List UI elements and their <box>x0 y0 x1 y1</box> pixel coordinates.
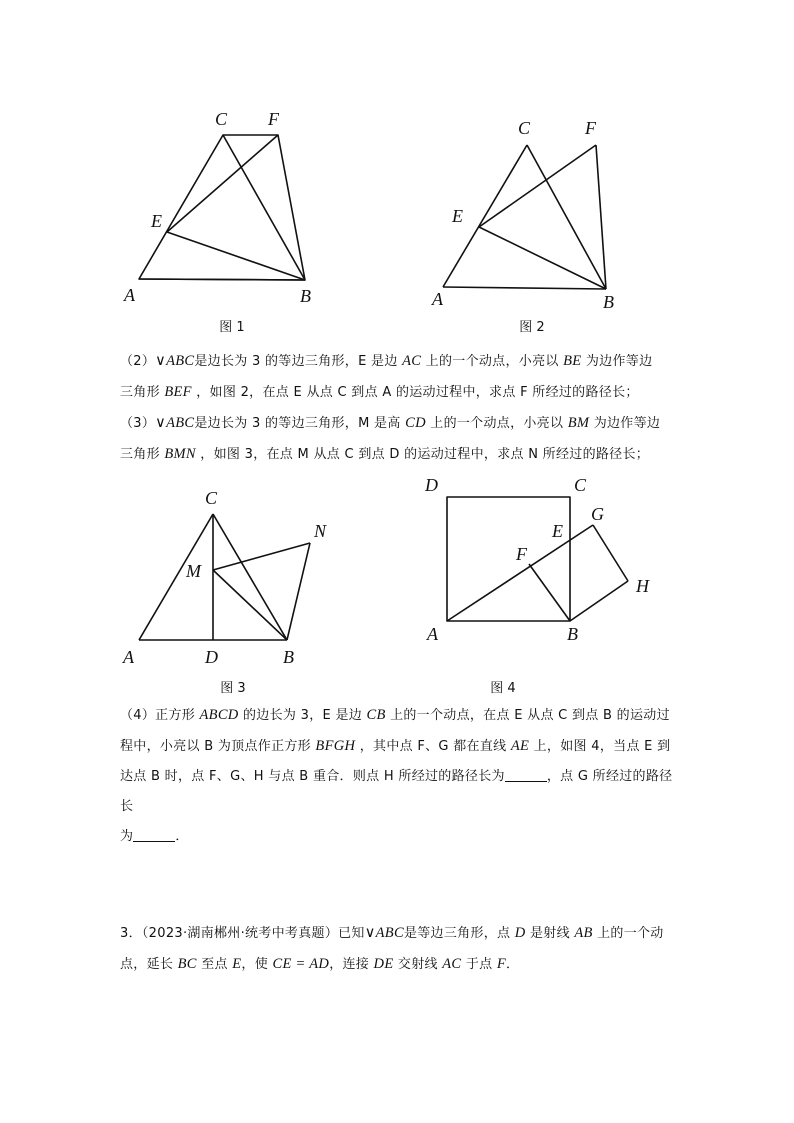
question-3-t4: 上的一个动 <box>592 926 664 941</box>
label-a: A <box>124 285 135 305</box>
label-b: B <box>283 647 294 667</box>
part-4-bfgh: BFGH <box>315 738 356 754</box>
question-3-de: DE <box>373 956 394 972</box>
square-abcd <box>447 497 570 621</box>
part-2-t5: ，如图 2，在点 E 从点 C 到点 A 的运动过程中，求点 F 所经过的路径长； <box>191 385 639 400</box>
part-3-bmn: BMN <box>164 446 196 462</box>
part-3-bm: BM <box>567 415 590 431</box>
question-3-t10: 于点 <box>461 957 497 972</box>
part-4-t1: 正方形 <box>155 708 200 723</box>
part-3-t1: 是边长为 3 的等边三角形，M 是高 <box>194 416 406 431</box>
label-c: C <box>215 109 228 129</box>
figure-3-caption: 图 3 <box>220 681 246 696</box>
label-d: D <box>425 475 438 495</box>
part-3-t2: 上的一个动点，小亮以 <box>425 416 568 431</box>
part-2-t1: 是边长为 3 的等边三角形，E 是边 <box>194 354 403 369</box>
segment-gh <box>593 525 628 581</box>
part-4-num: （4） <box>120 708 156 723</box>
label-n: N <box>314 521 327 541</box>
part-4-cb: CB <box>366 707 386 723</box>
part-4-t3: 上的一个动点，在点 E 从点 C 到点 B 的运动过 <box>385 708 670 723</box>
part-4-t8: ，点 G 所经过的路径长 <box>120 769 673 814</box>
label-f: F <box>585 118 596 138</box>
part-2-t2: 上的一个动点，小亮以 <box>421 354 564 369</box>
label-b: B <box>567 624 578 644</box>
label-c: C <box>574 475 587 495</box>
label-e: E <box>452 206 463 226</box>
question-3-t11: ． <box>506 957 520 972</box>
question-3-t5: 点，延长 <box>120 957 178 972</box>
label-c: C <box>205 488 218 508</box>
question-3-t6: 至点 <box>196 957 233 972</box>
part-2-triangle: ∨ABC <box>155 353 195 369</box>
question-3-ac: AC <box>442 956 462 972</box>
question-3-t1: 已知 <box>338 926 365 941</box>
label-d: D <box>205 647 218 667</box>
label-h: H <box>636 576 649 596</box>
question-3-number: 3． <box>120 926 142 941</box>
line-ae <box>447 525 593 621</box>
part-2-t4: 三角形 <box>120 385 165 400</box>
label-e: E <box>151 211 162 231</box>
part-4-t7: 达点 B 时，点 F、G、H 与点 B 重合．则点 H 所经过的路径长为 <box>120 769 505 784</box>
label-f: F <box>268 109 279 129</box>
label-e: E <box>552 521 563 541</box>
label-m: M <box>186 561 201 581</box>
part-2-num: （2） <box>120 354 156 369</box>
part-4-abcd: ABCD <box>199 707 239 723</box>
label-c: C <box>518 118 531 138</box>
part-4-t5: ，其中点 F、G 都在直线 <box>355 739 511 754</box>
segment-hb <box>570 581 628 621</box>
question-3-t7: ，使 <box>241 957 273 972</box>
question-3-triangle: ∨ABC <box>364 925 404 941</box>
part-3-t4: 三角形 <box>120 447 165 462</box>
part-3-cd: CD <box>405 415 426 431</box>
part-3-t5: ，如图 3，在点 M 从点 C 到点 D 的运动过程中，求点 N 所经过的路径长； <box>195 447 650 462</box>
part-2-t3: 为边作等边 <box>581 354 653 369</box>
part-2-be: BE <box>563 353 582 369</box>
figure-4-caption: 图 4 <box>490 681 516 696</box>
label-f: F <box>516 544 527 564</box>
part-2-bef: BEF <box>164 384 192 400</box>
question-3-source: （2023·湖南郴州·统考中考真题） <box>141 926 339 941</box>
part-4-text <box>120 700 680 852</box>
question-3-equation: CE = AD <box>272 956 330 972</box>
question-3-d: D <box>514 925 526 941</box>
question-3-t8: ，连接 <box>329 957 374 972</box>
question-3-t3: 是射线 <box>525 926 575 941</box>
label-g: G <box>591 504 604 524</box>
question-3-t2: 是等边三角形，点 <box>403 926 515 941</box>
part-2-ac: AC <box>402 353 422 369</box>
answer-blank-h[interactable] <box>505 767 547 782</box>
part-4-ae: AE <box>510 738 530 754</box>
figure-1-caption: 图 1 <box>219 320 245 335</box>
question-3-f: F <box>496 956 507 972</box>
segment-fb <box>529 564 570 621</box>
answer-blank-g[interactable] <box>133 827 175 842</box>
part-4-t4: 程中，小亮以 B 为顶点作正方形 <box>120 739 316 754</box>
part-3-t3: 为边作等边 <box>589 416 661 431</box>
question-3-t9: 交射线 <box>393 957 443 972</box>
part-4-t10: ． <box>175 829 189 844</box>
part-4-t2: 的边长为 3，E 是边 <box>238 708 367 723</box>
question-3-e: E <box>232 956 242 972</box>
label-a: A <box>427 624 438 644</box>
label-b: B <box>603 292 614 312</box>
label-a: A <box>432 289 443 309</box>
part-3-num: （3） <box>120 416 156 431</box>
figure-2-caption: 图 2 <box>519 320 545 335</box>
part-3-triangle: ∨ABC <box>155 415 195 431</box>
question-3-text <box>120 918 680 980</box>
question-3-ab: AB <box>574 925 593 941</box>
label-a: A <box>123 647 134 667</box>
part-4-t6: 上，如图 4，当点 E 到 <box>529 739 671 754</box>
label-b: B <box>300 286 311 306</box>
part-4-t9: 为 <box>120 829 134 844</box>
question-3-bc: BC <box>177 956 197 972</box>
